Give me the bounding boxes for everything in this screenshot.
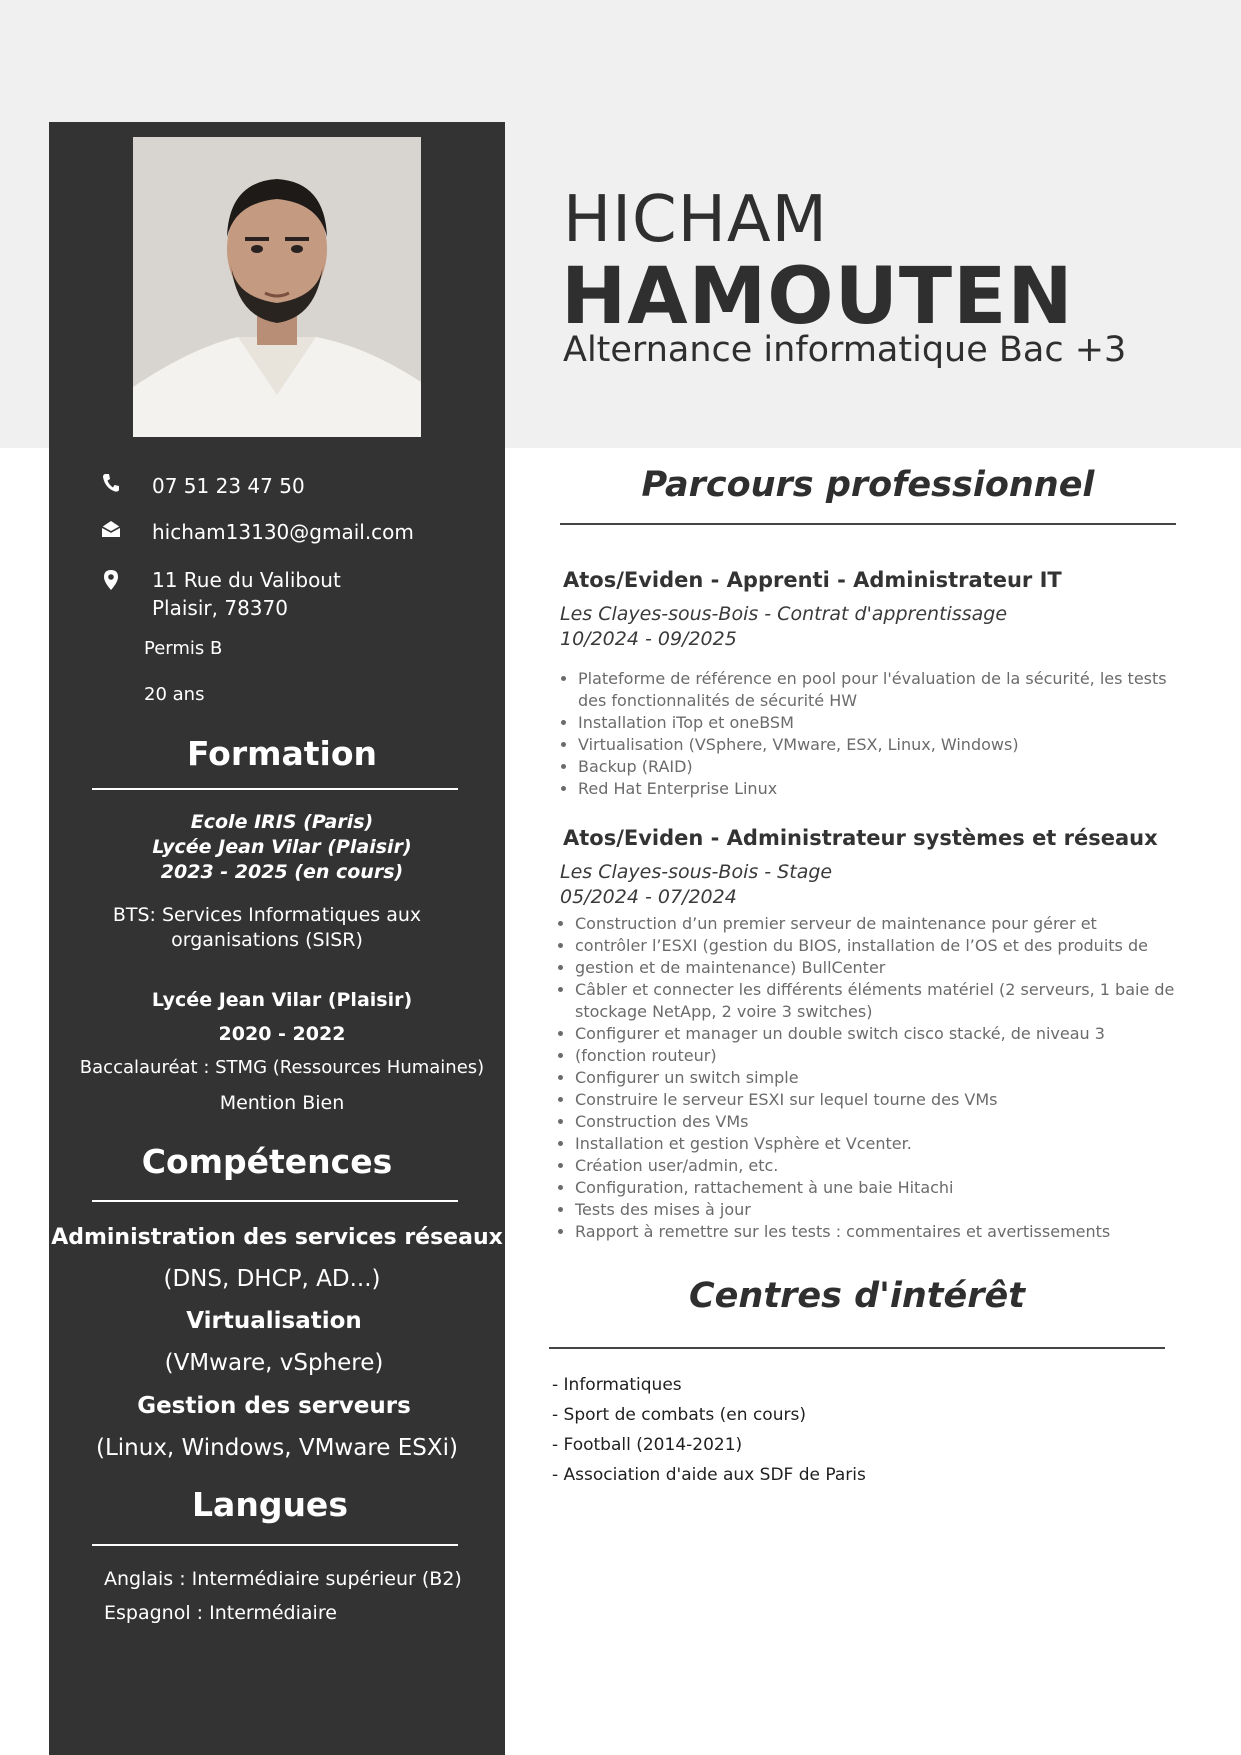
location-pin-icon <box>98 569 124 595</box>
list-item: • Câbler et connecter les différents éléments matériel (2 serveurs, 1 baie de stockage NetApp, 2 voire 3 switches) <box>575 979 1192 1023</box>
list-item: • Tests des mises à jour <box>575 1199 1192 1221</box>
langues-heading: Langues <box>192 1485 348 1524</box>
competence-title-3: Gestion des serveurs <box>137 1393 411 1419</box>
interest-item-3: - Football (2014-2021) <box>552 1435 743 1455</box>
profile-photo <box>133 137 421 437</box>
formation-rule <box>92 788 458 790</box>
competence-title-2: Virtualisation <box>186 1308 362 1334</box>
competences-rule <box>92 1200 458 1202</box>
formation-heading: Formation <box>186 734 378 773</box>
competence-detail-2: (VMware, vSphere) <box>164 1350 384 1376</box>
interest-item-1: - Informatiques <box>552 1375 682 1395</box>
formation-degree2: Baccalauréat : STMG (Ressources Humaines) <box>79 1057 485 1078</box>
formation-mention: Mention Bien <box>219 1092 345 1114</box>
job-title-1: Atos/Eviden - Apprenti - Administrateur IT <box>563 568 1062 592</box>
formation-school2: Lycée Jean Vilar (Plaisir) <box>152 836 412 858</box>
driving-license: Permis B <box>144 638 223 659</box>
phone-icon <box>98 473 124 499</box>
formation-school3: Lycée Jean Vilar (Plaisir) <box>151 989 413 1011</box>
list-item: • Backup (RAID) <box>578 756 1192 778</box>
formation-years2: 2020 - 2022 <box>218 1023 346 1045</box>
langue-item-2: Espagnol : Intermédiaire <box>104 1602 337 1624</box>
first-name: HICHAM <box>563 183 828 257</box>
formation-degree1-line1: BTS: Services Informatiques aux <box>112 904 422 926</box>
job-dates-1: 10/2024 - 09/2025 <box>560 628 737 650</box>
list-item: • Installation et gestion Vsphère et Vcenter. <box>575 1133 1192 1155</box>
list-item: • Construction d’un premier serveur de maintenance pour gérer et <box>575 913 1192 935</box>
job-location-2: Les Clayes-sous-Bois - Stage <box>560 861 833 883</box>
list-item: • gestion et de maintenance) BullCenter <box>575 957 1192 979</box>
list-item: • Configuration, rattachement à une baie Hitachi <box>575 1177 1192 1199</box>
address-line1: 11 Rue du Valibout <box>152 568 341 592</box>
job-title: Alternance informatique Bac +3 <box>563 330 1127 370</box>
interets-rule <box>549 1347 1165 1349</box>
list-item: • Création user/admin, etc. <box>575 1155 1192 1177</box>
job-dates-2: 05/2024 - 07/2024 <box>560 886 737 908</box>
langue-item-1: Anglais : Intermédiaire supérieur (B2) <box>104 1568 462 1590</box>
formation-degree1-line2: organisations (SISR) <box>171 929 363 951</box>
list-item: • contrôler l’ESXI (gestion du BIOS, installation de l’OS et des produits de <box>575 935 1192 957</box>
email-address: hicham13130@gmail.com <box>152 520 414 544</box>
parcours-heading: Parcours professionnel <box>641 465 1095 505</box>
interets-heading: Centres d'intérêt <box>689 1276 1025 1316</box>
formation-years1: 2023 - 2025 (en cours) <box>160 861 404 883</box>
list-item: • Rapport à remettre sur les tests : commentaires et avertissements <box>575 1221 1192 1243</box>
list-item: • Construire le serveur ESXI sur lequel tourne des VMs <box>575 1089 1192 1111</box>
phone-number: 07 51 23 47 50 <box>152 474 305 498</box>
list-item: • Configurer et manager un double switch cisco stacké, de niveau 3 <box>575 1023 1192 1045</box>
parcours-rule <box>560 523 1176 525</box>
age: 20 ans <box>144 684 205 705</box>
mail-icon <box>98 518 124 544</box>
list-item: • Plateforme de référence en pool pour l'évaluation de la sécurité, les tests des fonctionnalités de sécurité HW <box>578 668 1192 712</box>
interest-item-4: - Association d'aide aux SDF de Paris <box>552 1465 866 1485</box>
competence-title-1: Administration des services réseaux <box>51 1225 503 1250</box>
interest-item-2: - Sport de combats (en cours) <box>552 1405 806 1425</box>
last-name: HAMOUTEN <box>561 252 1074 342</box>
formation-school1: Ecole IRIS (Paris) <box>190 811 374 833</box>
list-item: • Red Hat Enterprise Linux <box>578 778 1192 800</box>
job-location-1: Les Clayes-sous-Bois - Contrat d'apprentissage <box>560 603 1008 625</box>
list-item: • (fonction routeur) <box>575 1045 1192 1067</box>
address-line2: Plaisir, 78370 <box>152 596 288 620</box>
list-item: • Construction des VMs <box>575 1111 1192 1133</box>
job-bullets-2 <box>555 913 1192 1243</box>
list-item: • Configurer un switch simple <box>575 1067 1192 1089</box>
job-title-2: Atos/Eviden - Administrateur systèmes et réseaux <box>563 826 1158 850</box>
job-bullets-1 <box>558 668 1192 800</box>
list-item: • Installation iTop et oneBSM <box>578 712 1192 734</box>
list-item: • Virtualisation (VSphere, VMware, ESX, Linux, Windows) <box>578 734 1192 756</box>
competence-detail-3: (Linux, Windows, VMware ESXi) <box>95 1435 458 1461</box>
competence-detail-1: (DNS, DHCP, AD...) <box>163 1266 381 1292</box>
competences-heading: Compétences <box>141 1142 393 1181</box>
langues-rule <box>92 1544 458 1546</box>
